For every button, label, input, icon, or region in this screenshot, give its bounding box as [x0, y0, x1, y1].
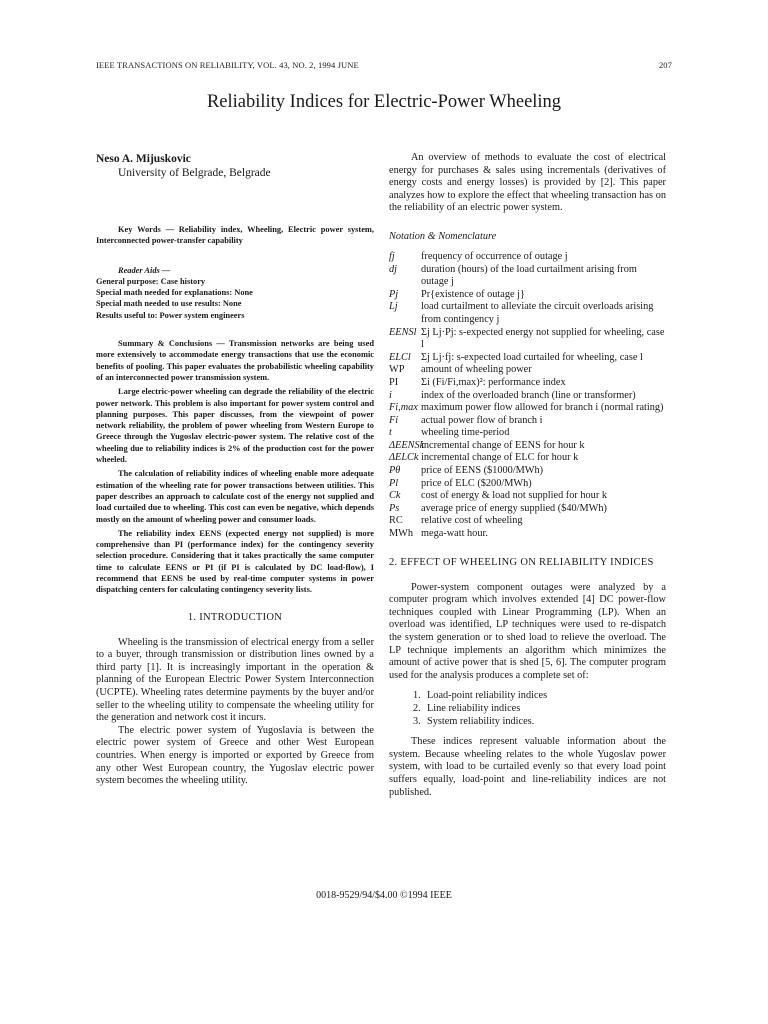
notation-row [389, 402, 666, 415]
copyright-line: 0018-9529/94/$4.00 ©1994 IEEE [316, 890, 452, 901]
introduction-text [96, 637, 374, 788]
notation-row [389, 427, 666, 440]
reader-aids-line: Special math needed for explanations: None [96, 288, 253, 298]
section-heading-introduction: 1. INTRODUCTION [187, 611, 283, 623]
notation-symbol: Pl [389, 477, 399, 489]
notation-heading: Notation & Nomenclature [389, 230, 497, 242]
list-item: 3. System reliability indices. [413, 715, 535, 727]
summary-conclusions [96, 338, 374, 596]
summary-paragraph: Summary & Conclusions — Transmission networks are being used more extensively to accommodate energy transactions that use the economic benefits of pooling. This paper evaluates the probabilistic wheeling capability of an interconnected power transmission system. [96, 339, 374, 382]
notation-symbol: fj [389, 250, 395, 262]
author-block [96, 152, 374, 180]
notation-symbol: EENSl [389, 326, 417, 338]
notation-definition: Σi (Fi/Fi,max)²: performance index [421, 376, 566, 388]
notation-symbol: Pθ [389, 465, 401, 477]
notation-list [389, 251, 666, 541]
right-column [389, 152, 666, 799]
notation-definition: maximum power flow allowed for branch i (normal rating) [421, 402, 664, 414]
summary-paragraph: Large electric-power wheeling can degrade the reliability of the electric power network. This problem is also important for power system control and planning purposes. This paper discusses, from the viewpoint of power network reliability, the problem of power wheeling from Western Europe to Greece through the Yugoslav electric-power system. The relative cost of the wheeling due to reliability indices is 2% of the production cost for the power wheeled. [96, 387, 374, 465]
notation-row [389, 264, 666, 289]
notation-symbol: PI [389, 376, 399, 388]
paper-title: Reliability Indices for Electric-Power Wheeling [206, 92, 562, 112]
notation-definition: wheeling time-period [421, 427, 510, 439]
notation-definition: Σj Lj·Pj: s-expected energy not supplied for wheeling, case l [421, 326, 665, 351]
notation-symbol: MWh [389, 528, 414, 540]
reader-aids-line: Results useful to: Power system engineers [96, 310, 245, 320]
notation-symbol: dj [389, 263, 398, 275]
body-paragraph: The electric power system of Yugoslavia is between the electric power system of Greece and other West European countries. When energy is imported or exported by Greece from any other West European country, the Yugoslav electric power system becomes the wheeling utility. [96, 724, 374, 787]
notation-symbol: ΔELCk [389, 452, 419, 464]
notation-definition: Σj Lj·fj: s-expected load curtailed for wheeling, case l [421, 351, 643, 363]
notation-definition: duration (hours) of the load curtailment arising from outage j [421, 263, 637, 288]
body-paragraph: Power-system component outages were analyzed by a computer program which involves extended [4] DC power-flow techniques coupled with Linear Programming (LP). When an overload was identified, LP techniques were used to re-dispatch the system generation or to shed load to relieve the overload. The LP technique implements an algorithm which minimizes the amount of active power that is shed [5, 6]. The computer program used for the analysis produces a complete set of: [389, 581, 666, 681]
notation-definition: load curtailment to alleviate the circuit overloads arising from contingency j [421, 301, 654, 325]
notation-row [389, 490, 666, 503]
notation-row [389, 478, 666, 491]
running-header [96, 60, 672, 70]
notation-row [389, 327, 666, 352]
notation-definition: price of ELC ($200/MWh) [421, 477, 532, 489]
notation-definition: index of the overloaded branch (line or transformer) [421, 389, 636, 401]
notation-definition: amount of wheeling power [421, 364, 532, 376]
section-heading-effect: 2. EFFECT OF WHEELING ON RELIABILITY INDICES [389, 556, 654, 568]
notation-symbol: Fi,max [389, 402, 418, 414]
notation-row [389, 289, 666, 302]
summary-paragraph: The reliability index EENS (expected energy not supplied) is more comprehensive than PI (performance index) for the contingency severity selection procedure. Considering that it takes practically the same computer time to calculate EENS or PI (if PI is calculated by DC load-flow), I recommend that EENS be used by real-time computer systems in power dispatching centers for calculating contingency severity lists. [96, 528, 374, 595]
reader-aids-line: General purpose: Case history [96, 276, 206, 286]
key-words: Key Words — Reliability index, Wheeling, Electric power system, Interconnected power-transfer capability [96, 225, 374, 246]
section2-text [389, 582, 666, 683]
notation-symbol: WP [389, 364, 405, 376]
notation-row [389, 440, 666, 453]
notation-row [389, 503, 666, 516]
author-name: Neso A. Mijuskovic [96, 153, 191, 165]
body-paragraph: Wheeling is the transmission of electrical energy from a seller to a buyer, through transmission or distribution lines owned by a third party [1]. It is increasingly important in the operation & planning of the European Electric Power System Interconnection (UCPTE). Wheeling rates determine payments by the buyer and/or seller to the wheeling utility to compensate the wheeling utility for the generation and network cost it incurs. [96, 636, 374, 724]
section2-text-2 [389, 736, 666, 799]
reader-aids-line: Special math needed to use results: None [96, 299, 242, 309]
notation-symbol: i [389, 389, 392, 401]
notation-row [389, 301, 666, 326]
left-column [96, 152, 374, 788]
notation-symbol: ΔEENSk [389, 439, 425, 451]
body-paragraph: These indices represent valuable information about the system. Because wheeling relates to the whole Yugoslav power system, with load to be curtailed evenly so that every load point suffers equally, load-point and line-reliability indices are not published. [389, 736, 666, 798]
notation-definition: price of EENS ($1000/MWh) [421, 465, 544, 477]
author-affiliation: University of Belgrade, Belgrade [118, 167, 271, 179]
list-item: 2. Line reliability indices [413, 702, 521, 714]
notation-symbol: ELCl [389, 351, 411, 363]
notation-definition: relative cost of wheeling [421, 515, 523, 527]
notation-definition: Pr{existence of outage j} [421, 288, 525, 300]
notation-symbol: Ps [389, 502, 400, 514]
notation-symbol: Ck [389, 490, 401, 502]
notation-definition: average price of energy supplied ($40/MWh) [421, 502, 607, 514]
notation-definition: incremental change of EENS for hour k [421, 439, 585, 451]
notation-symbol: t [389, 427, 392, 439]
reader-aids [96, 265, 374, 321]
notation-row [389, 364, 666, 377]
notation-row [389, 251, 666, 264]
notation-row [389, 415, 666, 428]
notation-row [389, 528, 666, 541]
notation-symbol: Fi [389, 414, 399, 426]
notation-row [389, 465, 666, 478]
intro-continued [389, 152, 666, 215]
notation-symbol: RC [389, 515, 403, 527]
list-item: 1. Load-point reliability indices [413, 690, 548, 702]
page-number: 207 [658, 60, 672, 70]
journal-line: IEEE TRANSACTIONS ON RELIABILITY, VOL. 43, NO. 2, 1994 JUNE [96, 60, 359, 70]
notation-definition: incremental change of ELC for hour k [421, 452, 579, 464]
summary-paragraph: The calculation of reliability indices of wheeling enable more adequate estimation of the wheeling rate for power transactions between utilities. This paper describes an approach to calculate cost of the energy not supplied and load curtailed due to wheeling. This cost can even be negative, which depends mostly on the amount of wheeling power and consumer loads. [96, 469, 374, 524]
notation-symbol: Pj [389, 288, 399, 300]
notation-definition: mega-watt hour. [421, 528, 488, 540]
notation-symbol: Lj [389, 301, 398, 313]
notation-row [389, 515, 666, 528]
notation-definition: cost of energy & load not supplied for hour k [421, 490, 607, 502]
indices-list [413, 690, 666, 728]
notation-row [389, 352, 666, 365]
notation-definition: actual power flow of branch i [421, 414, 543, 426]
notation-row [389, 377, 666, 390]
reader-aids-heading: Reader Aids — [118, 265, 171, 275]
body-paragraph: An overview of methods to evaluate the cost of electrical energy for purchases & sales using incrementals (derivatives of energy costs and energy losses) is provided by [2]. This paper analyzes how to explore the effect that wheeling transaction has on the reliability of an electric power system. [389, 152, 666, 214]
notation-row [389, 390, 666, 403]
notation-definition: frequency of occurrence of outage j [421, 250, 568, 262]
notation-row [389, 452, 666, 465]
